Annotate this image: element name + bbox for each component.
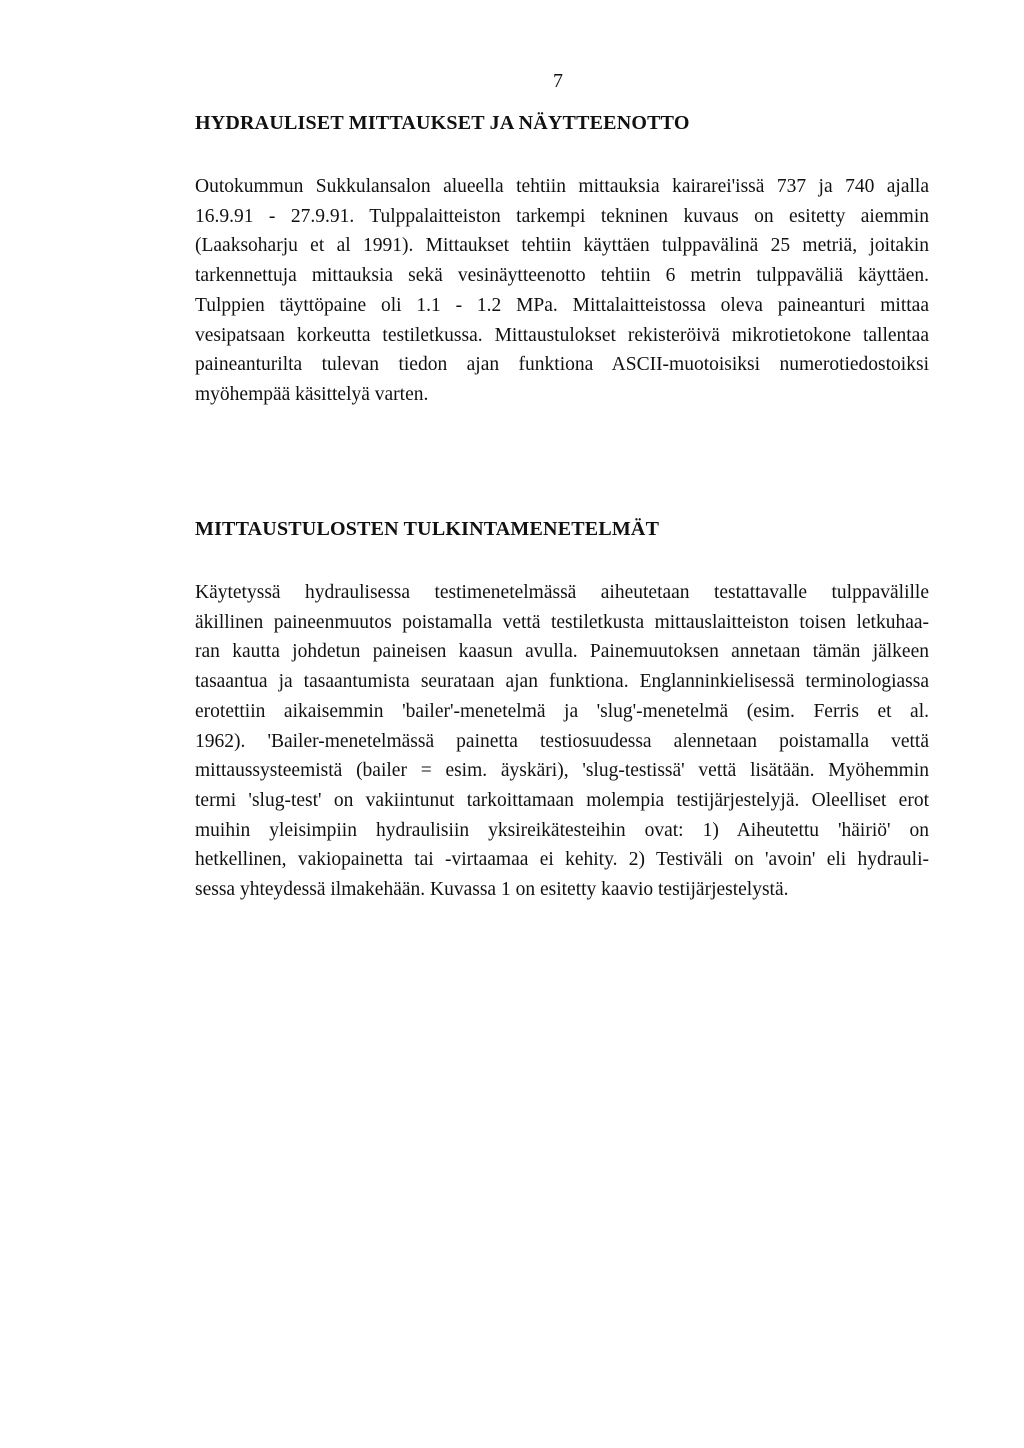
text-line: 16.9.91 - 27.9.91. Tulppalaitteiston tarkempi tekninen kuvaus on esitetty aiemmin [195,205,929,227]
paragraph-measurements [195,172,929,410]
text-line: erotettiin aikaisemmin 'bailer'-menetelmä ja 'slug'-menetelmä (esim. Ferris et al. [195,700,929,722]
text-line: sessa yhteydessä ilmakehään. Kuvassa 1 on esitetty kaavio testijärjestelystä. [195,879,789,901]
text-line: tarkennettuja mittauksia sekä vesinäytteenotto tehtiin 6 metrin tulppaväliä käyttäen. [195,265,929,287]
text-line: Tulppien täyttöpaine oli 1.1 - 1.2 MPa. Mittalaitteistossa oleva paineanturi mittaa [195,294,929,316]
text-line: vesipatsaan korkeutta testiletkussa. Mittaustulokset rekisteröivä mikrotietokone tallentaa [195,324,929,346]
page-number: 7 [553,70,563,92]
section-heading-hydraulic-measurements: HYDRAULISET MITTAUKSET JA NÄYTTEENOTTO [195,112,690,134]
paragraph-interpretation [195,578,929,905]
text-line: tasaantua ja tasaantumista seurataan ajan funktiona. Englanninkielisessä terminologiassa [195,671,929,693]
text-line: 1962). 'Bailer-menetelmässä painetta testiosuudessa alennetaan poistamalla vettä [195,730,929,752]
text-line: myöhempää käsittelyä varten. [195,383,429,405]
text-line: muihin yleisimpiin hydraulisiin yksireikätesteihin ovat: 1) Aiheutettu 'häiriö' on [195,819,929,841]
text-line: paineanturilta tulevan tiedon ajan funktiona ASCII-muotoisiksi numerotiedostoiksi [195,354,929,376]
text-line: (Laaksoharju et al 1991). Mittaukset tehtiin käyttäen tulppavälinä 25 metriä, joitakin [195,235,929,257]
text-line: hetkellinen, vakiopainetta tai -virtaamaa ei kehity. 2) Testiväli on 'avoin' eli hydrauli- [195,849,929,871]
section-heading-interpretation-methods: MITTAUSTULOSTEN TULKINTAMENETELMÄT [195,518,660,540]
text-line: äkillinen paineenmuutos poistamalla vettä testiletkusta mittauslaitteiston toisen letkuhaa- [195,611,929,633]
text-line: Outokummun Sukkulansalon alueella tehtiin mittauksia kairarei'issä 737 ja 740 ajalla [195,176,929,197]
text-line: ran kautta johdetun paineisen kaasun avulla. Painemuutoksen annetaan tämän jälkeen [195,641,929,663]
text-line: Käytetyssä hydraulisessa testimenetelmässä aiheutetaan testattavalle tulppavälille [195,582,929,603]
text-line: termi 'slug-test' on vakiintunut tarkoittamaan molempia testijärjestelyjä. Oleelliset erot [195,789,929,811]
text-line: mittaussysteemistä (bailer = esim. äyskäri), 'slug-testissä' vettä lisätään. Myöhemmin [195,760,929,782]
